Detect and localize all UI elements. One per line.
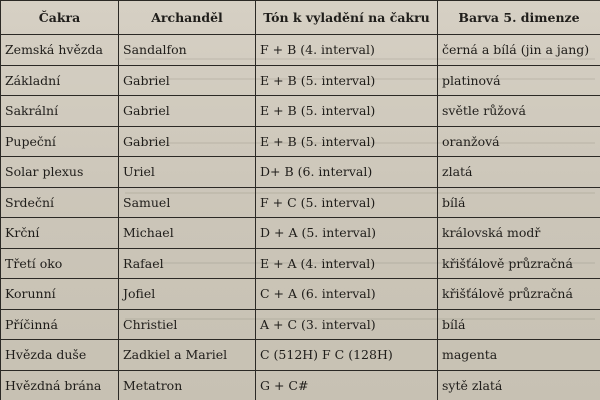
archangel-cell: Michael	[119, 218, 256, 249]
tone-cell: D + A (5. interval)	[256, 218, 438, 249]
chakra-cell: Pupeční	[1, 126, 119, 157]
color-cell: platinová	[438, 65, 600, 96]
column-header-color: Barva 5. dimenze	[438, 1, 600, 35]
chakra-cell: Srdeční	[1, 187, 119, 218]
tone-cell: E + B (5. interval)	[256, 65, 438, 96]
archangel-cell: Zadkiel a Mariel	[119, 340, 256, 371]
archangel-cell: Samuel	[119, 187, 256, 218]
chakra-cell: Solar plexus	[1, 157, 119, 188]
chakra-cell: Příčinná	[1, 309, 119, 340]
table-row	[1, 218, 600, 249]
header-row	[1, 1, 600, 35]
tone-cell: C (512H) F C (128H)	[256, 340, 438, 371]
table-row	[1, 35, 600, 66]
color-cell: bílá	[438, 187, 600, 218]
archangel-cell: Sandalfon	[119, 35, 256, 66]
tone-cell: E + B (5. interval)	[256, 126, 438, 157]
color-cell: zlatá	[438, 157, 600, 188]
column-header-tone: Tón k vyladění na čakru	[256, 1, 438, 35]
color-cell: magenta	[438, 340, 600, 371]
archangel-cell: Gabriel	[119, 126, 256, 157]
tone-cell: A + C (3. interval)	[256, 309, 438, 340]
column-header-chakra: Čakra	[1, 1, 119, 35]
table-row	[1, 126, 600, 157]
color-cell: křišťálově průzračná	[438, 279, 600, 310]
chakra-cell: Zemská hvězda	[1, 35, 119, 66]
table-row	[1, 309, 600, 340]
tone-cell: C + A (6. interval)	[256, 279, 438, 310]
archangel-cell: Metatron	[119, 370, 256, 400]
table-row	[1, 157, 600, 188]
tone-cell: G + C#	[256, 370, 438, 400]
color-cell: oranžová	[438, 126, 600, 157]
color-cell: křišťálově průzračná	[438, 248, 600, 279]
chakra-cell: Krční	[1, 218, 119, 249]
color-cell: světle růžová	[438, 96, 600, 127]
table-row	[1, 279, 600, 310]
archangel-cell: Rafael	[119, 248, 256, 279]
archangel-cell: Gabriel	[119, 65, 256, 96]
chakra-cell: Sakrální	[1, 96, 119, 127]
table-row	[1, 65, 600, 96]
table-row	[1, 340, 600, 371]
archangel-cell: Uriel	[119, 157, 256, 188]
color-cell: černá a bílá (jin a jang)	[438, 35, 600, 66]
archangel-cell: Christiel	[119, 309, 256, 340]
tone-cell: D+ B (6. interval)	[256, 157, 438, 188]
table-row	[1, 248, 600, 279]
chakra-cell: Základní	[1, 65, 119, 96]
tone-cell: F + C (5. interval)	[256, 187, 438, 218]
color-cell: bílá	[438, 309, 600, 340]
tone-cell: E + B (5. interval)	[256, 96, 438, 127]
table-row	[1, 96, 600, 127]
color-cell: královská modř	[438, 218, 600, 249]
archangel-cell: Gabriel	[119, 96, 256, 127]
tone-cell: F + B (4. interval)	[256, 35, 438, 66]
table-row	[1, 370, 600, 400]
chakra-cell: Korunní	[1, 279, 119, 310]
chakra-cell: Třetí oko	[1, 248, 119, 279]
archangel-cell: Jofiel	[119, 279, 256, 310]
tone-cell: E + A (4. interval)	[256, 248, 438, 279]
color-cell: sytě zlatá	[438, 370, 600, 400]
column-header-archangel: Archanděl	[119, 1, 256, 35]
chakra-cell: Hvězda duše	[1, 340, 119, 371]
table-row	[1, 187, 600, 218]
chakra-cell: Hvězdná brána	[1, 370, 119, 400]
